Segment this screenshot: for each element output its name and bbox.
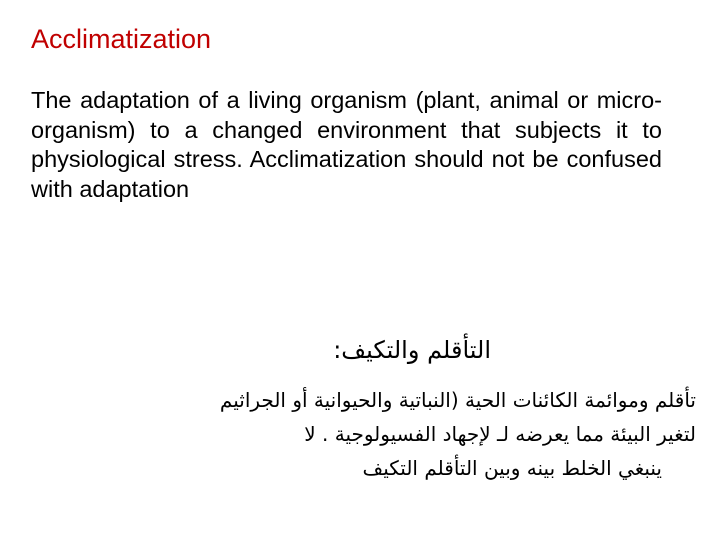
arabic-line-1: تأقلم وموائمة الكائنات الحية (النباتية والحيوانية أو الجراثيم	[219, 388, 696, 412]
arabic-line-2: لتغير البيئة مما يعرضه لـ لإجهاد الفسيولوجية . لا	[304, 422, 696, 446]
slide-title: Acclimatization	[31, 24, 212, 54]
arabic-section	[30, 333, 696, 485]
arabic-line-3: ينبغي الخلط بينه وبين التأقلم التكيف	[362, 456, 662, 480]
arabic-heading: التأقلم والتكيف:	[333, 336, 491, 364]
english-definition: The adaptation of a living organism (plant, animal or micro-organism) to a changed environment that subjects it to physiological stress. Acclimatization should not be confused with adaptation	[31, 87, 662, 202]
